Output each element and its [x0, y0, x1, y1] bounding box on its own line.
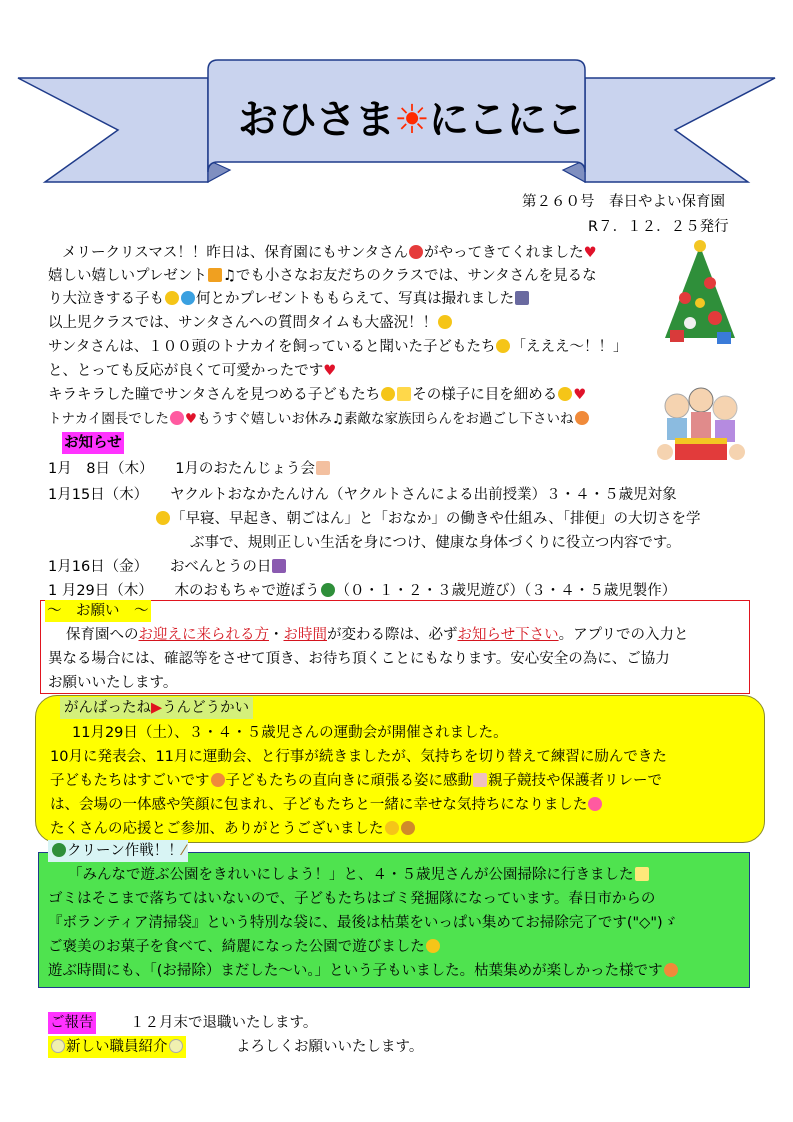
tree-icon [52, 843, 66, 857]
request-heading: 〜 お願い 〜 [45, 600, 151, 622]
heart-gift-icon [588, 797, 602, 811]
notice-heading: お知らせ [62, 432, 124, 454]
surprised-face-icon [664, 963, 678, 977]
sparkles-icon [635, 867, 649, 881]
intro-line-4: 以上児クラスでは、サンタさんへの質問タイムも大盛況！！ [48, 312, 453, 334]
intro-line-6: と、とっても反応が良くて可愛かったです♥ [48, 363, 337, 379]
request-line-2: 異なる場合には、確認等をさせて頂き、お待ち頂くことにもなります。安心安全の為に、ご協力 [48, 651, 670, 667]
sports-line-2: 10月に発表会、11月に運動会、と行事が続きましたが、気持ちを切り替えて練習に励んできた [50, 749, 667, 765]
intro-line-5: サンタさんは、１００頭のトナカイを飼っていると聞いた子どもたち 「えええ〜！！」 [48, 339, 628, 355]
christmas-tree-illustration [655, 238, 745, 348]
clean-line-5: 遊ぶ時間にも、「(お掃除）まだした〜い。」という子もいました。枯葉集めが楽しかった様です [48, 960, 679, 982]
clean-line-4: ご褒美のお菓子を食べて、綺麗になった公園で遊びました [48, 936, 441, 958]
smiling-face-icon [496, 339, 510, 353]
camera-icon [515, 291, 529, 305]
notice-item-1: 1月 8日（木） 1月のおたんじょう会 [48, 458, 331, 480]
clean-line-3: 『ボランティア清掃袋』という特別な袋に、最後は枯葉をいっぱい集めてお掃除完了です("◇")ゞ [48, 915, 678, 931]
smiling-face-icon [385, 821, 399, 835]
tree-icon [321, 583, 335, 597]
pointing-hand-icon [156, 511, 170, 525]
flag-icon: ▶ [151, 700, 163, 716]
report-label: ご報告 [48, 1012, 96, 1034]
heart-gift-icon [170, 411, 184, 425]
sports-day-heading: がんばったね▶うんどうかい [60, 697, 253, 719]
request-line-3: お願いいたします。 [48, 675, 178, 691]
notice-item-2-detail-1: 「早寝、早起き、朝ごはん」と「おなか」の働きや仕組み、「排便」の大切さを学 [155, 508, 701, 530]
sun-icon: ☀ [394, 97, 429, 143]
hands-icon [211, 773, 225, 787]
notice-item-2-detail-2: ぶ事で、規則正しい生活を身につけ、健康な身体づくりに役立つ内容です。 [190, 535, 681, 551]
sparkles-icon [397, 387, 411, 401]
sweat-drops-icon [181, 291, 195, 305]
issue-date: R７．１２．２５発行 [588, 219, 729, 235]
sports-line-5: たくさんの応援とご参加、ありがとうございました [50, 818, 416, 840]
flower-icon [51, 1039, 65, 1053]
heart-icon: ♥ [583, 245, 597, 261]
clean-line-2: ゴミはそこまで落ちてはいないので、子どもたちはゴミ発掘隊になっています。春日市からの [48, 891, 656, 907]
sports-line-3: 子どもたちはすごいです 子どもたちの直向きに頑張る姿に感動 親子競技や保護者リレーで [50, 773, 662, 789]
clean-line-1: 「みんなで遊ぶ公園をきれいにしよう！」と、４・５歳児さんが公園掃除に行きました [68, 864, 650, 886]
family-illustration [655, 386, 747, 468]
hearts-icon: ♥ [573, 387, 587, 403]
request-line-1: 保育園へのお迎えに来られる方・お時間が変わる際は、必ずお知らせ下さい。アプリでの入力と [66, 627, 689, 643]
birthday-cake-icon [316, 461, 330, 475]
staff-text: よろしくお願いいたします。 [236, 1039, 424, 1055]
flower-icon [169, 1039, 183, 1053]
grinning-face-icon [426, 939, 440, 953]
bento-box-icon [272, 559, 286, 573]
intro-line-3: り大泣きする子も 何とかプレゼントももらえて、写真は撮れました [48, 288, 530, 310]
heart-icon: ♥ [323, 363, 337, 379]
cat-face-icon [575, 411, 589, 425]
sports-line-1: 11月29日（土）、３・４・５歳児さんの運動会が開催されました。 [72, 725, 508, 741]
laughing-face-icon [165, 291, 179, 305]
issue-number: 第２６０号 春日やよい保育園 [522, 194, 725, 210]
hearts-icon: ♥ [184, 411, 197, 427]
intro-line-8: トナカイ園長でした ♥もうすぐ嬉しいお休み♫素敵な家族団らんをお過ごし下さいね [48, 408, 590, 430]
smiling-face-icon [558, 387, 572, 401]
sparkles-icon [473, 773, 487, 787]
staff-label: 新しい職員紹介 [48, 1036, 186, 1058]
newsletter-title: おひさま☀にこにこ [238, 97, 585, 143]
sports-line-4: は、会場の一体感や笑顔に包まれ、子どもたちと一緒に幸せな気持ちになりました [50, 794, 603, 816]
notice-item-3: 1月16日（金） おべんとうの日 [48, 556, 287, 578]
gift-icon [208, 268, 222, 282]
notice-item-4: 1 月29日（木） 木のおもちゃで遊ぼう （０・１・２・３歳児遊び）（３・４・５歳児製作） [48, 583, 677, 599]
raised-hand-icon [438, 315, 452, 329]
notice-item-2: 1月15日（木） ヤクルトおなかたんけん（ヤクルトさんによる出前授業）３・４・５歳児対象 [48, 487, 677, 503]
clean-up-heading: クリーン作戦！！⁄ [48, 840, 188, 862]
intro-line-2: 嬉しい嬉しいプレゼント ♫でも小さなお友だちのクラスでは、サンタさんを見るな [48, 268, 597, 284]
grinning-face-icon [381, 387, 395, 401]
santa-icon [409, 245, 423, 259]
intro-line-7: キラキラした瞳でサンタさんを見つめる子どもたち その様子に目を細める ♥ [48, 387, 587, 403]
report-text: １２月末で退職いたします。 [130, 1015, 318, 1031]
medal-icon [401, 821, 415, 835]
broom-icon: ⁄ [182, 843, 186, 859]
intro-line-1: メリークリスマス！！昨日は、保育園にもサンタさん がやってきてくれました♥ [62, 245, 597, 261]
